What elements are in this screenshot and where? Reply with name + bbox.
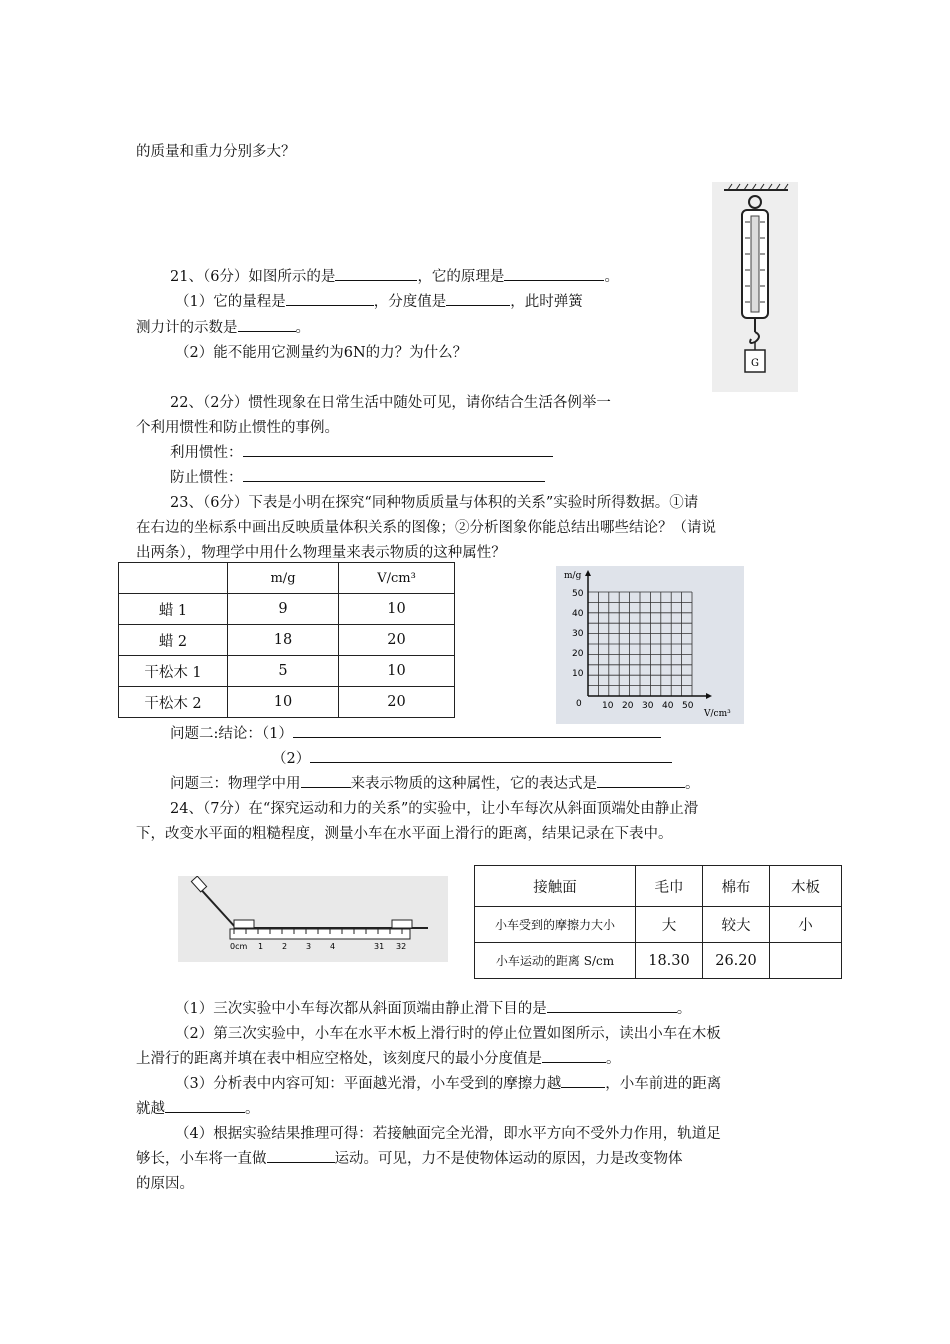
x-axis-label: V/cm³ <box>704 709 731 719</box>
q23-conclusion-1: 问题二:结论：（1） <box>170 722 661 743</box>
q24-line1: 24、（7分）在“探究运动和力的关系”的实验中，让小车每次从斜面顶端处由静止滑 <box>170 801 699 817</box>
q24-part3-line2: 就越 。 <box>136 1097 260 1118</box>
y-tick-label: 50 <box>572 589 584 599</box>
x-tick-label: 20 <box>622 701 634 711</box>
table-cell: 10 <box>339 594 455 625</box>
q24-motion-blank[interactable] <box>267 1148 335 1163</box>
q24-line2: 下，改变水平面的粗糙程度，测量小车在水平面上滑行的距离，结果记录在下表中。 <box>136 826 673 842</box>
q24-purpose-blank[interactable] <box>547 998 677 1013</box>
conclusion-1-blank[interactable] <box>293 723 661 738</box>
table-row <box>119 625 455 656</box>
table-header: 毛巾 <box>636 866 703 907</box>
q23-line2: 在右边的坐标系中画出反映质量体积关系的图像；②分析图象你能总结出哪些结论？（请说 <box>136 520 716 536</box>
density-table <box>118 562 455 718</box>
q24-part4-line2: 够长，小车将一直做 运动。可见，力不是使物体运动的原因，力是改变物体 <box>136 1147 683 1168</box>
table-header: 棉布 <box>703 866 770 907</box>
ruler-label: 0cm <box>230 942 248 951</box>
continuation-text: 的质量和重力分别多大？ <box>136 144 296 160</box>
table-cell: 小 <box>770 907 842 943</box>
table-row <box>119 656 455 687</box>
q22-line1: 22、（2分）惯性现象在日常生活中随处可见，请你结合生活各例举一 <box>170 395 611 411</box>
ruler-label: 2 <box>282 942 288 951</box>
table-header: 木板 <box>770 866 842 907</box>
table-header: 接触面 <box>475 866 636 907</box>
q21-part2: （2）能不能用它测量约为6N的力？为什么？ <box>175 345 468 361</box>
table-header-row <box>119 563 455 594</box>
q21-part1-cont: 测力计的示数是 。 <box>136 316 310 337</box>
q24-part2-line2: 上滑行的距离并填在表中相应空格处，该刻度尺的最小分度值是 。 <box>136 1047 621 1068</box>
q24-distance-blank[interactable] <box>165 1098 245 1113</box>
q21-line1: 21、（6分）如图所示的是 ，它的原理是 。 <box>170 265 619 286</box>
q24-division-blank[interactable] <box>542 1048 606 1063</box>
table-cell: 干松木 1 <box>119 656 228 687</box>
table-row <box>475 907 842 943</box>
origin-label: 0 <box>576 699 582 709</box>
ruler <box>230 929 410 939</box>
friction-table <box>474 865 842 979</box>
table-header: V/cm³ <box>339 563 455 594</box>
x-tick-label: 10 <box>602 701 614 711</box>
conclusion-2-blank[interactable] <box>310 748 672 763</box>
q22-prevent-blank[interactable] <box>243 467 545 482</box>
q24-part2-line1: （2）第三次实验中，小车在水平木板上滑行时的停止位置如图所示，读出小车在木板 <box>175 1026 721 1042</box>
q23-conclusion-2: （2） <box>272 747 672 768</box>
table-cell: 9 <box>228 594 339 625</box>
x-tick-label: 50 <box>682 701 694 711</box>
ramp-experiment-figure <box>178 876 448 962</box>
q21-part1: （1）它的量程是 ，分度值是 ，此时弹簧 <box>175 290 583 311</box>
table-cell: 小车运动的距离 S/cm <box>475 943 636 979</box>
q22-use: 利用惯性： <box>170 441 553 462</box>
q23-line3: 出两条），物理学中用什么物理量来表示物质的这种属性？ <box>136 545 506 561</box>
q21-blank-principle[interactable] <box>504 266 604 281</box>
ruler-label: 31 <box>374 942 385 951</box>
y-tick-label: 20 <box>572 649 584 659</box>
q21-blank-division[interactable] <box>446 291 510 306</box>
ruler-label: 1 <box>258 942 264 951</box>
table-cell: 5 <box>228 656 339 687</box>
table-cell: 干松木 2 <box>119 687 228 718</box>
table-header: m/g <box>228 563 339 594</box>
y-tick-label: 10 <box>572 669 584 679</box>
ruler-label: 3 <box>306 942 312 951</box>
table-cell: 18.30 <box>636 943 703 979</box>
table-cell: 蜡 2 <box>119 625 228 656</box>
table-row <box>119 687 455 718</box>
table-cell: 大 <box>636 907 703 943</box>
table-cell: 18 <box>228 625 339 656</box>
table-cell: 10 <box>339 656 455 687</box>
y-axis-label: m/g <box>564 571 582 581</box>
y-tick-label: 40 <box>572 609 584 619</box>
table-header <box>119 563 228 594</box>
table-cell: 20 <box>339 625 455 656</box>
q21-blank-reading[interactable] <box>238 317 296 332</box>
q21-blank-device[interactable] <box>335 266 417 281</box>
x-tick-label: 40 <box>662 701 674 711</box>
table-row <box>475 943 842 979</box>
q24-part4-line3: 的原因。 <box>136 1176 194 1192</box>
y-tick-label: 30 <box>572 629 584 639</box>
q22-prevent: 防止惯性： <box>170 466 545 487</box>
cart-start <box>234 920 254 928</box>
cart-stop <box>392 920 412 928</box>
table-cell: 26.20 <box>703 943 770 979</box>
table-header-row <box>475 866 842 907</box>
ruler-label: 32 <box>396 942 407 951</box>
q24-part4-line1: （4）根据实验结果推理可得：若接触面完全光滑，即水平方向不受外力作用，轨道足 <box>175 1126 721 1142</box>
table-cell: 20 <box>339 687 455 718</box>
q23-line1: 23、（6分）下表是小明在探究“同种物质质量与体积的关系”实验时所得数据。①请 <box>170 495 699 511</box>
q21-blank-range[interactable] <box>286 291 374 306</box>
q24-part1: （1）三次实验中小车每次都从斜面顶端由静止滑下目的是 。 <box>175 997 691 1018</box>
spring-scale-figure <box>712 182 798 392</box>
table-row <box>119 594 455 625</box>
q22-line2: 个利用惯性和防止惯性的事例。 <box>136 420 339 436</box>
q24-friction-blank[interactable] <box>561 1073 605 1088</box>
mass-volume-graph[interactable] <box>556 566 744 724</box>
table-cell: 10 <box>228 687 339 718</box>
table-cell: 蜡 1 <box>119 594 228 625</box>
q22-use-blank[interactable] <box>243 442 553 457</box>
table-cell: 小车受到的摩擦力大小 <box>475 907 636 943</box>
q24-part3-line1: （3）分析表中内容可知：平面越光滑，小车受到的摩擦力越 ，小车前进的距离 <box>175 1072 721 1093</box>
ruler-label: 4 <box>330 942 336 951</box>
q23-question3: 问题三：物理学中用 来表示物质的这种属性，它的表达式是 。 <box>170 772 700 793</box>
q3-quantity-blank[interactable] <box>301 773 351 788</box>
q3-formula-blank[interactable] <box>597 773 685 788</box>
table-cell: 较大 <box>703 907 770 943</box>
table-cell-answer[interactable] <box>770 943 842 979</box>
svg-text:G: G <box>751 358 759 369</box>
x-tick-label: 30 <box>642 701 654 711</box>
